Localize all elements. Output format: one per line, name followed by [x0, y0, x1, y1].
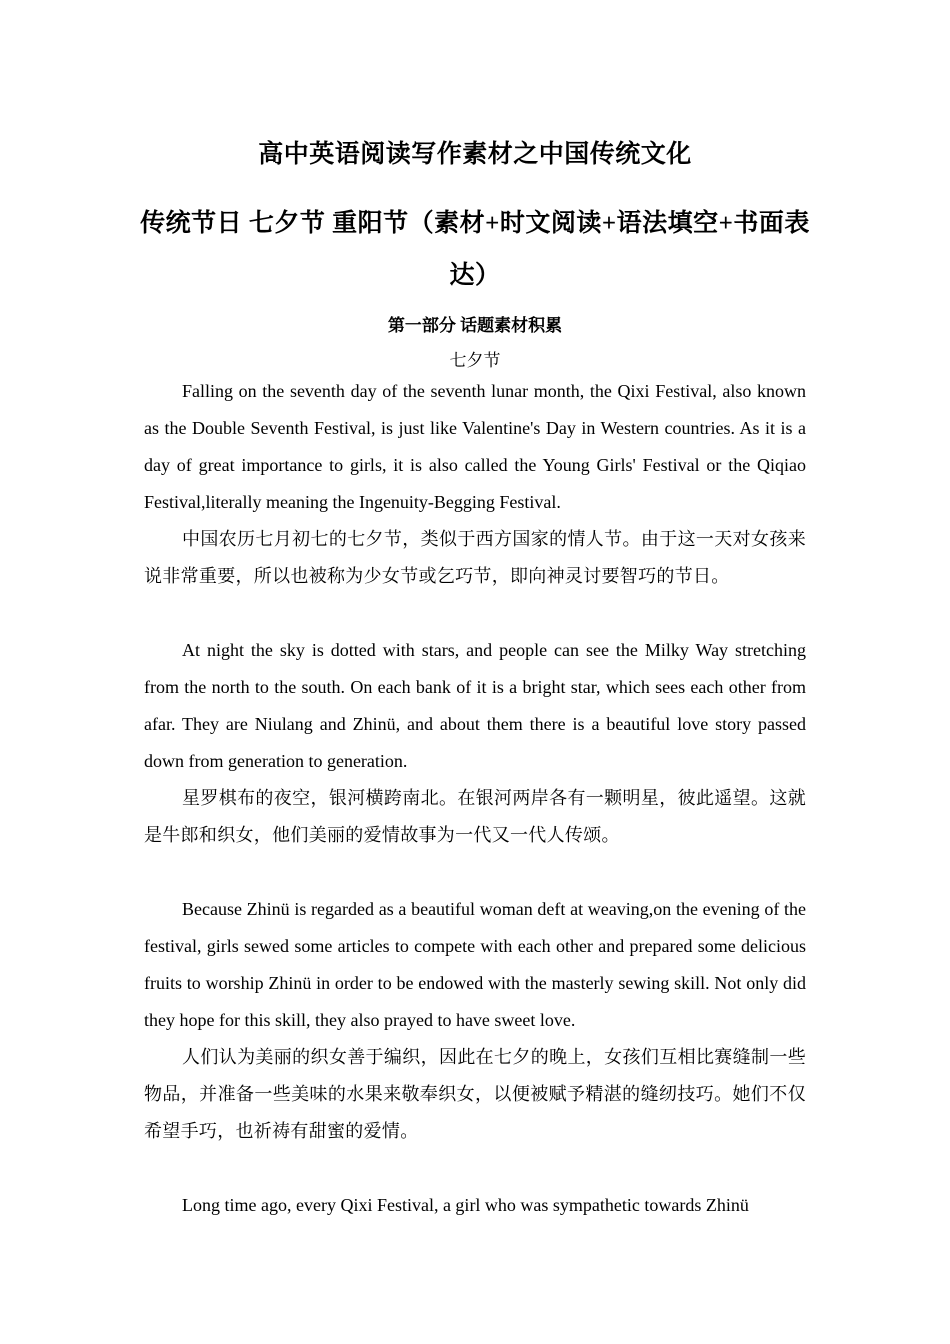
section-subheading: 七夕节	[449, 351, 501, 370]
paragraph-en-4: Long time ago, every Qixi Festival, a girl who was sympathetic towards Zhinü	[182, 1195, 749, 1215]
paragraph-spacer	[144, 595, 806, 632]
document-body	[144, 373, 806, 1224]
paragraph-spacer	[144, 1150, 806, 1187]
document-title: 高中英语阅读写作素材之中国传统文化	[258, 141, 692, 168]
paragraph-zh-2: 星罗棋布的夜空，银河横跨南北。在银河两岸各有一颗明星，彼此遥望。这就是牛郎和织女，他们美丽的爱情故事为一代又一代人传颂。	[144, 788, 806, 845]
paragraph-zh-3: 人们认为美丽的织女善于编织，因此在七夕的晚上，女孩们互相比赛缝制一些物品，并准备一些美味的水果来敬奉织女，以便被赋予精湛的缝纫技巧。她们不仅希望手巧，也祈祷有甜蜜的爱情。	[144, 1047, 806, 1141]
paragraph-en-2: At night the sky is dotted with stars, and people can see the Milky Way stretching from the north to the south. On each bank of it is a bright star, which sees each other from afar. They are Niulang and Zhinü, and about them there is a beautiful love story passed down from generation to generation.	[144, 640, 806, 771]
paragraph-en-1: Falling on the seventh day of the seventh lunar month, the Qixi Festival, also known as the Double Seventh Festival, is just like Valentine's Day in Western countries. As it is a day of great importance to girls, it is also called the Young Girls' Festival or the Qiqiao Festival,literally meaning the Ingenuity-Begging Festival.	[144, 381, 806, 512]
section-heading: 第一部分 话题素材积累	[387, 316, 563, 335]
paragraph-zh-1: 中国农历七月初七的七夕节，类似于西方国家的情人节。由于这一天对女孩来说非常重要，所以也被称为少女节或乞巧节，即向神灵讨要智巧的节日。	[144, 529, 806, 586]
paragraph-spacer	[144, 854, 806, 891]
paragraph-en-3: Because Zhinü is regarded as a beautiful woman deft at weaving,on the evening of the festival, girls sewed some articles to compete with each other and prepared some delicious fruits to worship Zhinü in order to be endowed with the masterly sewing skill. Not only did they hope for this skill, they also prayed to have sweet love.	[144, 899, 806, 1030]
document-subtitle: 传统节日 七夕节 重阳节（素材+时文阅读+语法填空+书面表达）	[140, 210, 810, 289]
